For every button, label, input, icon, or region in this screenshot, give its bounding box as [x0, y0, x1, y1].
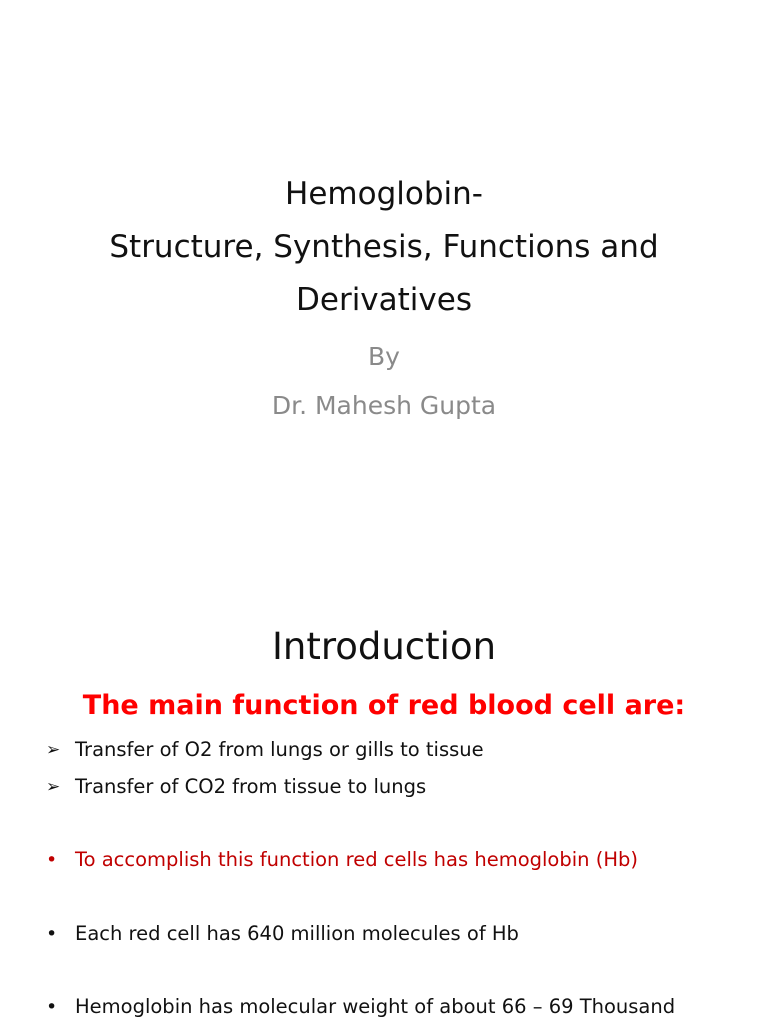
arrow-bullet-icon: ➢ — [46, 740, 61, 760]
dot-bullet-icon: • — [46, 923, 58, 945]
dot-bullet-icon: • — [46, 849, 58, 871]
slide-title — [0, 168, 768, 327]
title-line-2: Structure, Synthesis, Functions and — [109, 229, 659, 265]
slide-subtitle — [0, 332, 768, 430]
title-line-3: Derivatives — [296, 282, 472, 318]
intro-subheading: The main function of red blood cell are: — [82, 690, 686, 721]
bullet-text: To accomplish this function red cells has hemoglobin (Hb) — [75, 848, 638, 871]
bullet-text: Transfer of O2 from lungs or gills to tissue — [75, 738, 484, 761]
introduction-slide — [0, 576, 768, 1024]
subtitle-by: By — [368, 342, 400, 371]
bullet-text: Hemoglobin has molecular weight of about 66 – 69 Thousand — [75, 995, 676, 1018]
arrow-bullet-icon: ➢ — [46, 777, 61, 797]
subtitle-author: Dr. Mahesh Gupta — [271, 391, 497, 420]
intro-heading: Introduction — [271, 625, 497, 668]
bullet-text: Transfer of CO2 from tissue to lungs — [75, 775, 427, 798]
bullet-text: Each red cell has 640 million molecules of Hb — [75, 922, 519, 945]
title-line-1: Hemoglobin- — [285, 176, 483, 212]
dot-bullet-icon: • — [46, 996, 58, 1018]
